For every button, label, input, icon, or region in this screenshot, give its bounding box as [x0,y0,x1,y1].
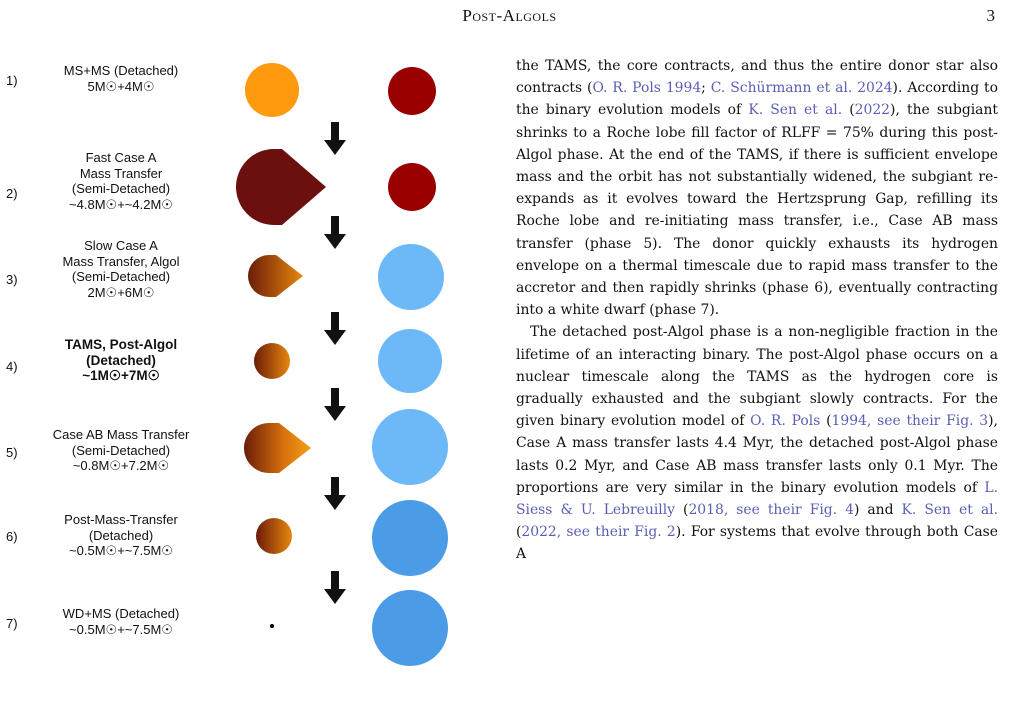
citation-link[interactable]: O. R. Pols [750,413,821,430]
accretor-star [372,500,448,576]
text-run: ), the subgiant shrinks to a Roche lobe fill factor of RLFF = 75% during this post-Algol phase. At the end of the TAMS, if there is sufficient envelope mass and the orbit has not substantially widened, the subgiant re-expands as it evolves toward the Hertzsprung Gap, refilling its Roche lobe and re-initiating mass transfer, i.e., Case AB mass transfer (phase 5). The donor quickly exhausts its hydrogen envelope on a thermal timescale due to rapid mass transfer to the accretor and then rapidly shrinks (phase 6), eventually contracting into a white dwarf (phase 7). [516,102,998,319]
phase-row-1 [0,40,470,130]
phase-row-3 [0,238,470,328]
phase-label-line: Post-Mass-Transfer [64,512,178,527]
phase-number: 1) [6,73,18,88]
text-run: The detached post-Algol phase is a non-negligible fraction in the lifetime of an interacting binary. The post-Algol phase occurs on a nuclear timescale along the TAMS as the hydrogen core is gradually exhausted and the subgiant slowly contracts. For the given binary evolution model of [516,324,998,430]
phase-number: 5) [6,445,18,460]
citation-link[interactable]: O. R. Pols 1994 [592,80,702,97]
phase-label-line: ~0.5M☉+~7.5M☉ [69,621,173,637]
donor-star-roche-lobe [236,149,328,225]
phase-label [34,427,208,474]
accretor-star [378,329,442,393]
citation-link[interactable]: 2018, see their Fig. 4 [688,502,854,519]
text-run: ). For systems that evolve through both Case A [516,524,998,563]
binary-evolution-figure [0,40,470,701]
phase-number: 2) [6,186,18,201]
phase-label-line: 5M☉+4M☉ [87,78,155,94]
phase-label-line: TAMS, Post-Algol [64,337,178,352]
phase-label-line: (Semi-Detached) [71,269,171,284]
phase-number: 7) [6,616,18,631]
phase-label-line: (Semi-Detached) [71,181,171,196]
text-run: ) and [853,502,902,519]
donor-star [256,518,292,554]
citation-link[interactable]: L. Siess & U. Lebreuilly [516,479,998,519]
phase-label-line: MS+MS (Detached) [63,63,179,78]
donor-star [254,343,290,379]
phase-label-line: ~1M☉+7M☉ [82,368,160,383]
phase-label [34,512,208,559]
phase-row-6 [0,512,470,602]
text-run: ( [842,102,855,119]
text-run: ). According to the binary evolution models of [516,80,998,119]
phase-label [34,337,208,384]
paragraph [516,321,998,565]
page-number: 3 [986,6,995,25]
body-text [516,55,998,566]
phase-number: 6) [6,529,18,544]
phase-label-line: (Detached) [88,527,154,543]
phase-label [34,238,208,300]
phase-label-line: ~4.8M☉+~4.2M☉ [69,196,173,212]
phase-number: 3) [6,272,18,287]
phase-number: 4) [6,359,18,374]
text-run: ), Case A mass transfer lasts 4.4 Myr, the detached post-Algol phase lasts 0.2 Myr, and Case AB mass transfer lasts only 0.1 Myr. The proportions are very similar in the binary evolution models of [516,413,998,496]
text-run: ; [701,80,711,97]
citation-link[interactable]: C. Schürmann et al. 2024 [710,80,893,97]
donor-star [245,63,299,117]
citation-link[interactable]: K. Sen et al. [748,102,843,119]
phase-label-line: Mass Transfer [79,165,163,181]
phase-label [34,606,208,637]
down-arrow-icon [323,571,347,605]
text-run: ( [675,502,689,519]
accretor-star [388,67,436,115]
phase-label-line: Case AB Mass Transfer [52,427,190,442]
citation-link[interactable]: 1994, see their Fig. 3 [831,413,989,430]
phase-label-line: (Semi-Detached) [71,442,171,458]
phase-label-line: (Detached) [86,352,156,368]
accretor-star [388,163,436,211]
phase-label [34,63,208,94]
donor-star-roche-lobe [248,255,304,297]
white-dwarf-dot [270,624,274,628]
text-run: ( [516,524,522,541]
accretor-star [372,409,448,485]
phase-label [34,150,208,212]
phase-label-line: ~0.8M☉+7.2M☉ [72,458,170,473]
accretor-star [378,244,444,310]
running-head: Post-Algols [462,6,557,25]
down-arrow-icon [323,388,347,422]
phase-label-line: WD+MS (Detached) [62,606,180,621]
paragraph [516,55,998,321]
phase-row-7 [0,606,470,696]
citation-link[interactable]: K. Sen et al. [901,502,998,519]
phase-label-line: ~0.5M☉+~7.5M☉ [69,543,173,558]
phase-label-line: Mass Transfer, Algol [62,253,180,269]
text-run: the TAMS, the core contracts, and thus the entire donor star also contracts ( [516,58,998,97]
donor-star-roche-lobe [244,423,312,473]
down-arrow-icon [323,477,347,511]
text-run: ( [820,413,832,430]
phase-row-2 [0,148,470,238]
citation-link[interactable]: 2022 [854,102,891,119]
accretor-star [372,590,448,666]
phase-label-line: Slow Case A [84,238,158,253]
phase-label-line: 2M☉+6M☉ [87,284,155,300]
citation-link[interactable]: 2022, see their Fig. 2 [521,524,676,541]
phase-label-line: Fast Case A [85,150,157,165]
